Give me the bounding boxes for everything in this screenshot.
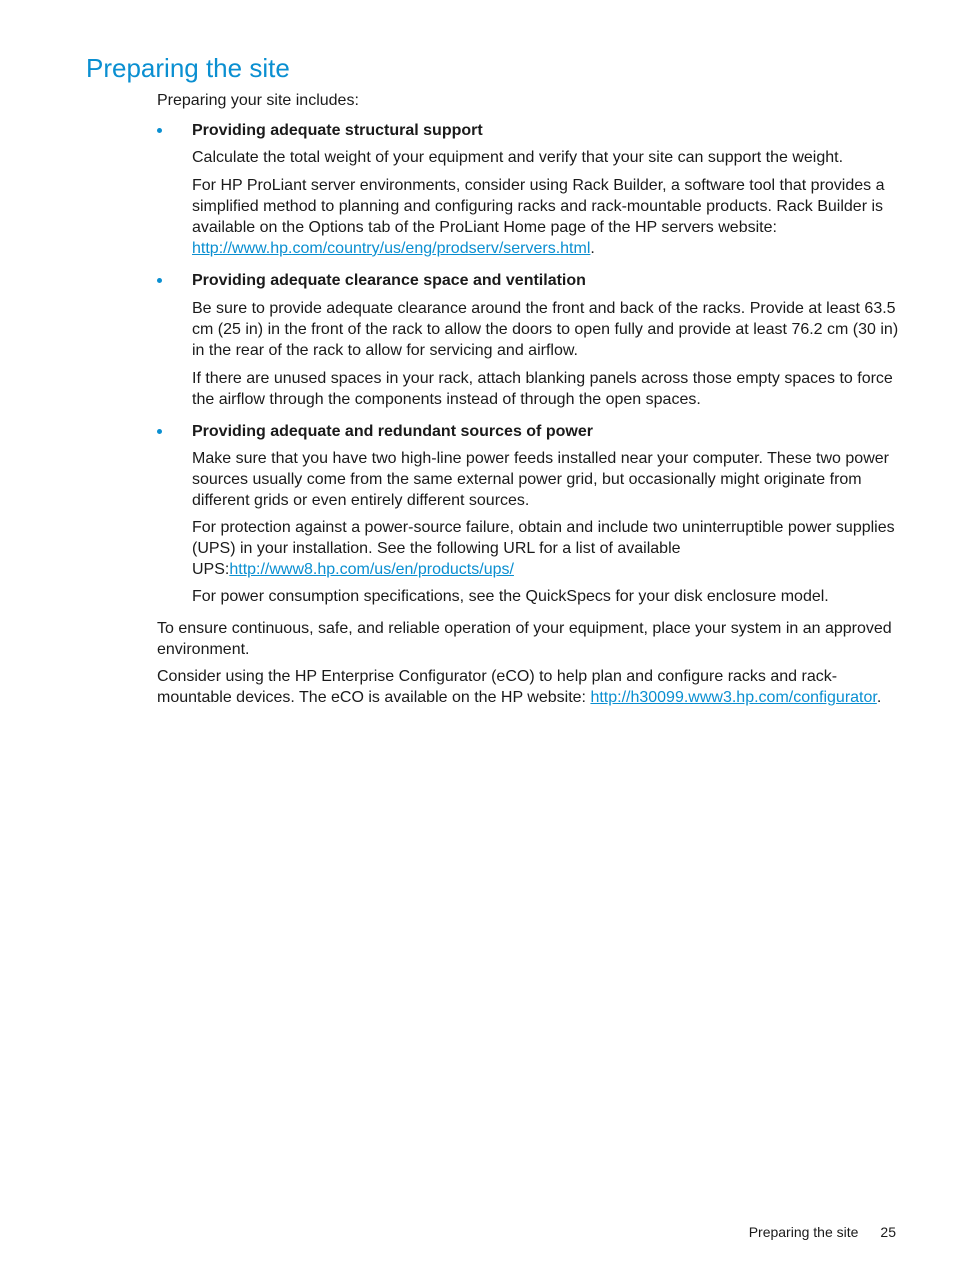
footer-section-title: Preparing the site — [748, 1224, 859, 1240]
bullet-heading: Providing adequate clearance space and ventilation — [192, 272, 586, 289]
bullet-dot-icon — [157, 278, 162, 283]
servers-website-link[interactable]: http://www.hp.com/country/us/eng/prodserv/servers.html — [192, 240, 591, 257]
paragraph: For HP ProLiant server environments, consider using Rack Builder, a software tool that provides a simplified method to planning and configuring racks and rack-mountable products. Rack Builder is available on the Options tab of the ProLiant Home page of the HP servers website: http://www.hp.com/country/us/eng/prodserv/servers.html. — [192, 177, 885, 257]
bullet-dot-icon — [157, 429, 162, 434]
page-number: 25 — [880, 1224, 896, 1240]
paragraph: For protection against a power-source failure, obtain and include two uninterruptible power supplies (UPS) in your installation. See the following URL for a list of available UPS:http://www8.hp.com/us/en/products/ups/ — [192, 519, 895, 578]
bullet-heading: Providing adequate and redundant sources of power — [192, 423, 593, 440]
paragraph: For power consumption specifications, see the QuickSpecs for your disk enclosure model. — [192, 588, 829, 605]
bullet-power-sources — [157, 421, 902, 607]
bullet-heading: Providing adequate structural support — [192, 122, 483, 139]
intro-text: Preparing your site includes: — [157, 92, 359, 109]
paragraph: Be sure to provide adequate clearance around the front and back of the racks. Provide at least 63.5 cm (25 in) in the front of the rack to allow the doors to open fully and provide at least 76.2 cm (30 in) in the rear of the rack to allow for servicing and airflow. — [192, 300, 899, 359]
bullet-dot-icon — [157, 128, 162, 133]
bullet-structural-support — [157, 120, 902, 259]
paragraph: Calculate the total weight of your equipment and verify that your site can support the weight. — [192, 149, 844, 166]
page-title: Preparing the site — [86, 53, 290, 83]
paragraph: If there are unused spaces in your rack, attach blanking panels across those empty spaces to force the airflow through the components instead of through the open spaces. — [192, 370, 893, 408]
page-footer — [749, 1222, 896, 1242]
ups-products-link[interactable]: http://www8.hp.com/us/en/products/ups/ — [229, 561, 514, 578]
configurator-link[interactable]: http://h30099.www3.hp.com/configurator — [590, 689, 877, 706]
bullet-clearance-ventilation — [157, 270, 902, 410]
closing-paragraph: To ensure continuous, safe, and reliable operation of your equipment, place your system in an approved environment. — [157, 620, 892, 658]
paragraph: Make sure that you have two high-line power feeds installed near your computer. These two power sources usually come from the same external power grid, but occasionally might originate from different grids or even entirely different sources. — [192, 450, 889, 509]
closing-paragraph: Consider using the HP Enterprise Configurator (eCO) to help plan and configure racks and rack-mountable devices. The eCO is available on the HP website: http://h30099.www3.hp.com/configurator. — [157, 668, 882, 706]
